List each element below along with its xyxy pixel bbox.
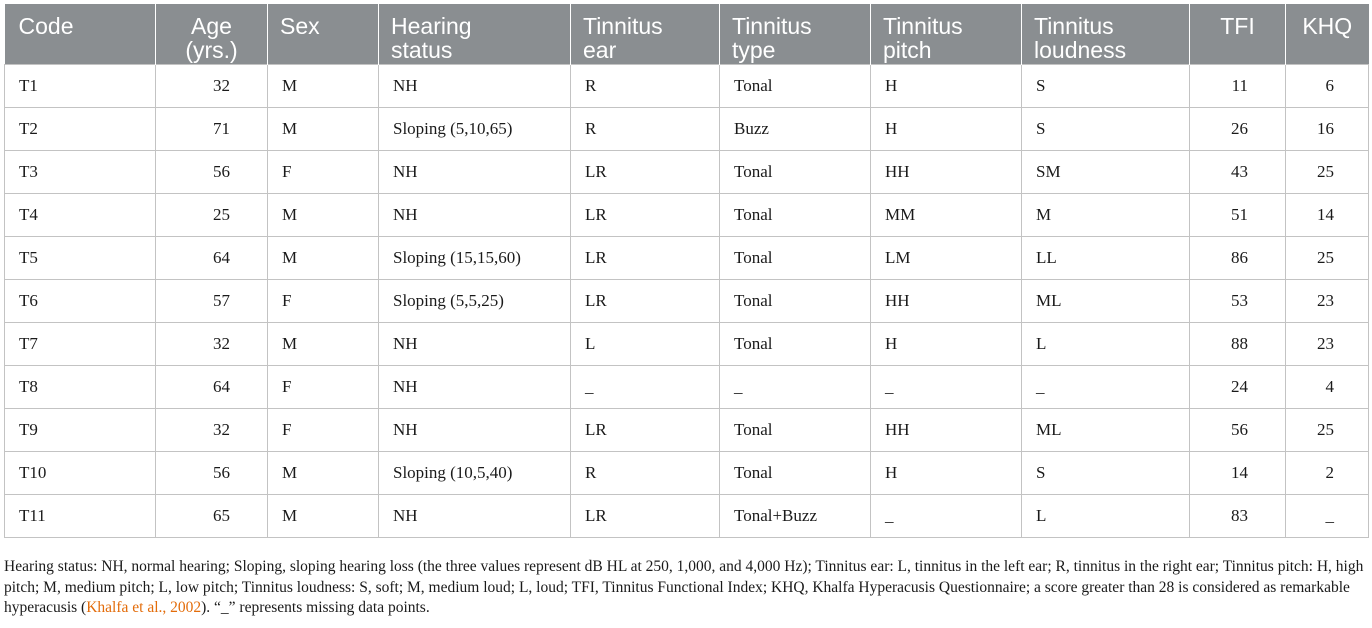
column-header (5, 4, 156, 64)
table-cell: M (268, 322, 379, 365)
table-cell: NH (379, 494, 571, 537)
table-cell: F (268, 365, 379, 408)
table-cell: 86 (1190, 236, 1286, 279)
column-header (571, 4, 720, 64)
table-cell: LR (571, 494, 720, 537)
table-cell: 43 (1190, 150, 1286, 193)
table-cell: HH (871, 408, 1022, 451)
table-cell: 32 (156, 64, 268, 107)
table-row (5, 494, 1369, 537)
table-cell: M (1022, 193, 1190, 236)
table-cell: 25 (1286, 150, 1369, 193)
table-header (5, 4, 1369, 64)
table-cell: 23 (1286, 322, 1369, 365)
citation-link[interactable]: Khalfa et al., 2002 (86, 599, 202, 616)
table-cell: 83 (1190, 494, 1286, 537)
table-row (5, 408, 1369, 451)
table-cell: LR (571, 150, 720, 193)
table-cell: R (571, 451, 720, 494)
table-cell: NH (379, 322, 571, 365)
table-cell: 16 (1286, 107, 1369, 150)
table-row (5, 365, 1369, 408)
table-cell: 14 (1286, 193, 1369, 236)
table-cell: S (1022, 451, 1190, 494)
table-cell: L (1022, 322, 1190, 365)
table-cell: _ (571, 365, 720, 408)
table-cell: _ (1022, 365, 1190, 408)
table-cell: T9 (5, 408, 156, 451)
table-cell: 32 (156, 322, 268, 365)
table-cell: H (871, 322, 1022, 365)
table-cell: L (571, 322, 720, 365)
table-cell: HH (871, 279, 1022, 322)
table-cell: NH (379, 64, 571, 107)
table-cell: ML (1022, 279, 1190, 322)
table-row (5, 107, 1369, 150)
table-cell: M (268, 494, 379, 537)
table-cell: T8 (5, 365, 156, 408)
table-cell: 2 (1286, 451, 1369, 494)
table-body (5, 64, 1369, 537)
table-cell: 56 (1190, 408, 1286, 451)
table-row (5, 322, 1369, 365)
table-row (5, 236, 1369, 279)
table-row (5, 150, 1369, 193)
table-cell: M (268, 236, 379, 279)
table-cell: Tonal (720, 408, 871, 451)
table-cell: 64 (156, 365, 268, 408)
table-cell: 23 (1286, 279, 1369, 322)
table-cell: S (1022, 64, 1190, 107)
table-cell: _ (720, 365, 871, 408)
table-row (5, 193, 1369, 236)
table-cell: 11 (1190, 64, 1286, 107)
table-cell: Sloping (5,10,65) (379, 107, 571, 150)
column-header (156, 4, 268, 64)
column-header-line1: Tinnitus (732, 13, 812, 39)
column-header-line2: type (732, 37, 776, 63)
column-header-line1: KHQ (1302, 13, 1353, 39)
table-cell: SM (1022, 150, 1190, 193)
header-row (5, 4, 1369, 64)
table-cell: 71 (156, 107, 268, 150)
table-cell: L (1022, 494, 1190, 537)
column-header-line1: Sex (280, 13, 320, 39)
column-header (1286, 4, 1369, 64)
table-cell: 53 (1190, 279, 1286, 322)
table-cell: LR (571, 279, 720, 322)
table-cell: 14 (1190, 451, 1286, 494)
table-cell: 56 (156, 451, 268, 494)
table-cell: MM (871, 193, 1022, 236)
table-cell: NH (379, 150, 571, 193)
table-cell: T6 (5, 279, 156, 322)
column-header-line2: status (391, 37, 453, 63)
table-cell: F (268, 279, 379, 322)
table-footnote (4, 557, 1366, 619)
table-cell: Sloping (5,5,25) (379, 279, 571, 322)
table-cell: T3 (5, 150, 156, 193)
table-cell: Tonal (720, 279, 871, 322)
table-cell: NH (379, 365, 571, 408)
column-header-line1: TFI (1220, 13, 1255, 39)
table-cell: 25 (1286, 408, 1369, 451)
column-header (379, 4, 571, 64)
column-header-line1: Tinnitus (583, 13, 663, 39)
table-cell: Tonal (720, 451, 871, 494)
table-cell: H (871, 64, 1022, 107)
table-cell: Tonal (720, 150, 871, 193)
column-header (1190, 4, 1286, 64)
table-cell: LR (571, 236, 720, 279)
column-header (720, 4, 871, 64)
column-header-line2: ear (583, 37, 617, 63)
table-cell: 4 (1286, 365, 1369, 408)
participants-table (4, 4, 1369, 538)
table-cell: M (268, 451, 379, 494)
column-header-line2: pitch (883, 37, 932, 63)
table-cell: T10 (5, 451, 156, 494)
table-cell: ML (1022, 408, 1190, 451)
table-cell: LR (571, 193, 720, 236)
table-row (5, 64, 1369, 107)
table-cell: LL (1022, 236, 1190, 279)
table-row (5, 451, 1369, 494)
table-cell: Tonal (720, 64, 871, 107)
table-cell: 65 (156, 494, 268, 537)
table-cell: 51 (1190, 193, 1286, 236)
table-cell: H (871, 107, 1022, 150)
table-cell: _ (1286, 494, 1369, 537)
table-cell: 24 (1190, 365, 1286, 408)
column-header (1022, 4, 1190, 64)
table-cell: Buzz (720, 107, 871, 150)
table-cell: 6 (1286, 64, 1369, 107)
footnote-text: Hearing status: NH, normal hearing; Sloping, sloping hearing loss (the three values represent dB HL at 250, 1,000, and 4,000 Hz); Tinnitus ear: L, tinnitus in the left ear; R, tinnitus in the right ear; Tinnitus pitch: H, high pitch; M, medium pitch; L, low pitch; Tinnitus loudness: S, soft; M, medium loud; L, loud; TFI, Tinnitus Functional Index; KHQ, Khalfa Hyperacusis Questionnaire; a score greater than 28 is considered as remarkable hyperacusis ( (4, 558, 1364, 616)
table-cell: S (1022, 107, 1190, 150)
column-header (871, 4, 1022, 64)
table-cell: NH (379, 193, 571, 236)
table-cell: T7 (5, 322, 156, 365)
column-header-line1: Hearing (391, 13, 472, 39)
table-cell: 25 (1286, 236, 1369, 279)
table-cell: Tonal+Buzz (720, 494, 871, 537)
table-cell: Tonal (720, 322, 871, 365)
column-header (268, 4, 379, 64)
table-cell: _ (871, 365, 1022, 408)
table-cell: 56 (156, 150, 268, 193)
table-cell: F (268, 150, 379, 193)
table-cell: Sloping (15,15,60) (379, 236, 571, 279)
table-cell: M (268, 193, 379, 236)
table-cell: Tonal (720, 236, 871, 279)
column-header-line1: Age (191, 13, 232, 39)
table-cell: 26 (1190, 107, 1286, 150)
table-cell: T4 (5, 193, 156, 236)
table-cell: LR (571, 408, 720, 451)
table-cell: R (571, 107, 720, 150)
table-cell: Tonal (720, 193, 871, 236)
table-cell: M (268, 64, 379, 107)
table-cell: F (268, 408, 379, 451)
footnote-text-end: ). “_” represents missing data points. (201, 599, 430, 616)
table-cell: Sloping (10,5,40) (379, 451, 571, 494)
table-cell: R (571, 64, 720, 107)
table-cell: 25 (156, 193, 268, 236)
table-row (5, 279, 1369, 322)
table-cell: 88 (1190, 322, 1286, 365)
column-header-line1: Tinnitus (1034, 13, 1114, 39)
table-cell: T1 (5, 64, 156, 107)
table-cell: NH (379, 408, 571, 451)
table-cell: T5 (5, 236, 156, 279)
table-cell: 57 (156, 279, 268, 322)
table-cell: H (871, 451, 1022, 494)
table-cell: M (268, 107, 379, 150)
table-cell: LM (871, 236, 1022, 279)
table-cell: T2 (5, 107, 156, 150)
table-cell: HH (871, 150, 1022, 193)
column-header-line1: Tinnitus (883, 13, 963, 39)
column-header-line2: (yrs.) (185, 37, 238, 63)
table-cell: 64 (156, 236, 268, 279)
table-cell: T11 (5, 494, 156, 537)
column-header-line1: Code (18, 13, 74, 39)
column-header-line2: loudness (1034, 37, 1127, 63)
table-cell: _ (871, 494, 1022, 537)
table-cell: 32 (156, 408, 268, 451)
